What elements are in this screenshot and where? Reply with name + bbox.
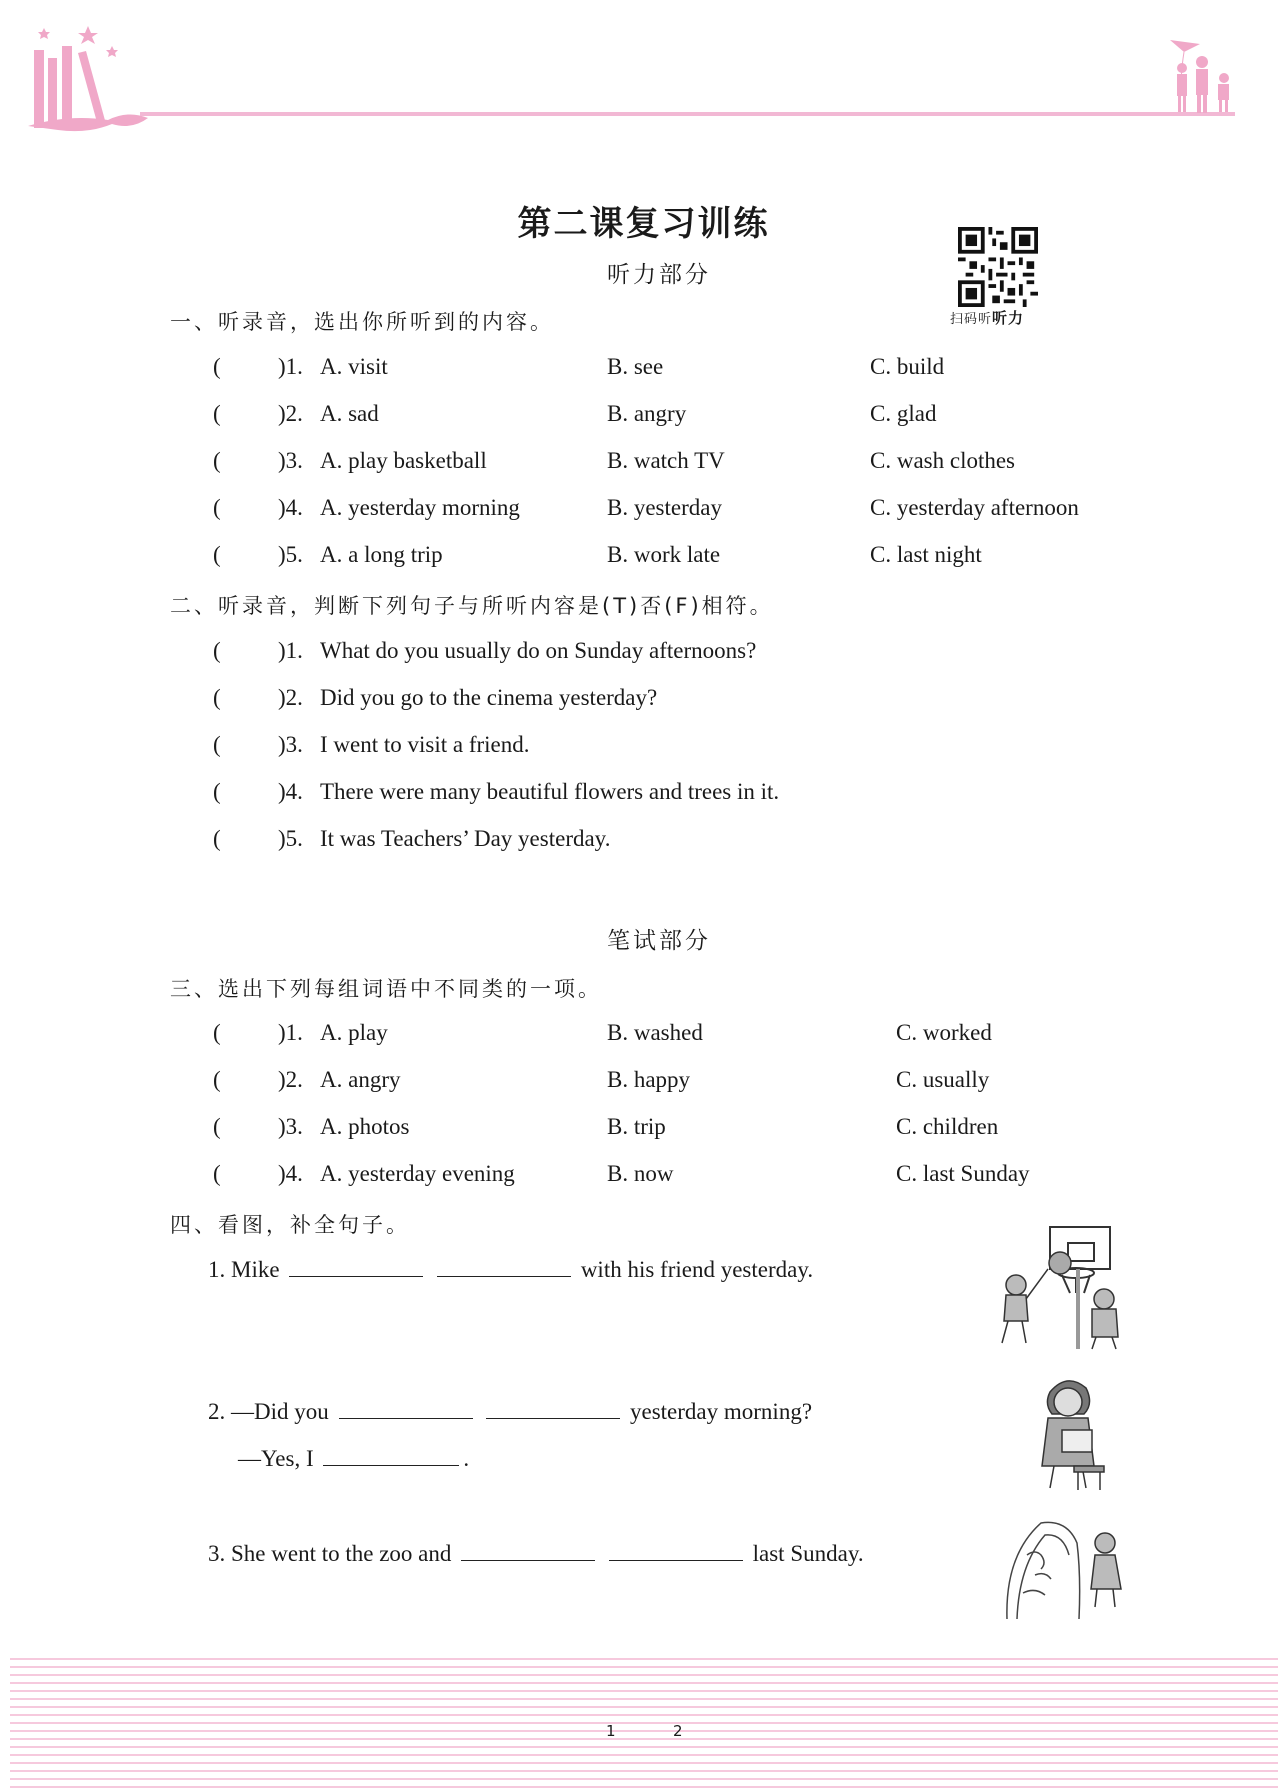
- sentence-text: —Yes, I: [238, 1446, 314, 1471]
- option-c: C. last Sunday: [896, 1161, 1030, 1186]
- section1-title: 一、听录音，选出你所听到的内容。: [170, 310, 554, 334]
- section4-title: 四、看图，补全句子。: [170, 1213, 410, 1237]
- sentence-text: 2. —Did you: [208, 1399, 329, 1424]
- sentence-text: .: [463, 1446, 470, 1471]
- statement-text: I went to visit a friend.: [320, 732, 530, 757]
- statement-text: What do you usually do on Sunday afternoons?: [320, 638, 757, 663]
- header-ornament-right: [1160, 38, 1240, 118]
- list-item-num: )3.: [278, 1114, 303, 1139]
- option-b: B. washed: [607, 1020, 703, 1045]
- list-item-num: )1.: [278, 638, 303, 663]
- sentence-text: 1. Mike: [208, 1257, 280, 1282]
- option-c: C. last night: [870, 542, 982, 567]
- girl-cooking-illustration: [1022, 1370, 1117, 1492]
- page-number-right: 2: [673, 1722, 683, 1740]
- list-item-num: )1.: [278, 354, 303, 379]
- basketball-illustration: [992, 1225, 1132, 1350]
- option-b: B. happy: [607, 1067, 691, 1092]
- answer-paren[interactable]: (: [213, 685, 221, 710]
- answer-paren[interactable]: (: [213, 542, 221, 567]
- zoo-illustration: [1005, 1515, 1130, 1620]
- answer-blank[interactable]: [461, 1540, 595, 1561]
- option-c: C. build: [870, 354, 945, 379]
- fill-sentence-1: [208, 1256, 813, 1283]
- option-a: A. angry: [320, 1067, 401, 1092]
- sentence-text: with his friend yesterday.: [580, 1257, 814, 1282]
- answer-paren[interactable]: (: [213, 401, 221, 426]
- answer-blank[interactable]: [289, 1256, 423, 1277]
- list-item-num: )2.: [278, 685, 303, 710]
- option-b: B. see: [607, 354, 664, 379]
- page-number-left: 1: [606, 1722, 616, 1740]
- section3-title: 三、选出下列每组词语中不同类的一项。: [170, 977, 602, 1001]
- answer-paren[interactable]: (: [213, 448, 221, 473]
- option-b: B. work late: [607, 542, 721, 567]
- fill-sentence-2-answer: [238, 1445, 469, 1472]
- section2-title: 二、听录音，判断下列句子与所听内容是(T)否(F)相符。: [170, 594, 774, 618]
- statement-text: It was Teachers’ Day yesterday.: [320, 826, 611, 851]
- page-title: 第二课复习训练: [517, 204, 770, 244]
- answer-blank[interactable]: [486, 1398, 620, 1419]
- list-item-num: )1.: [278, 1020, 303, 1045]
- writing-part-heading: 笔试部分: [607, 928, 711, 954]
- option-a: A. play basketball: [320, 448, 487, 473]
- answer-blank[interactable]: [323, 1445, 459, 1466]
- answer-paren[interactable]: (: [213, 1067, 221, 1092]
- list-item: (: [213, 354, 221, 379]
- option-c: C. glad: [870, 401, 937, 426]
- sentence-text: yesterday morning?: [630, 1399, 813, 1424]
- option-b: B. now: [607, 1161, 674, 1186]
- option-c: C. worked: [896, 1020, 992, 1045]
- answer-blank[interactable]: [339, 1398, 473, 1419]
- list-item-num: )5.: [278, 826, 303, 851]
- answer-paren[interactable]: (: [213, 495, 221, 520]
- option-b: B. angry: [607, 401, 687, 426]
- option-c: C. yesterday afternoon: [870, 495, 1079, 520]
- list-item-num: )4.: [278, 779, 303, 804]
- qr-code-icon[interactable]: [958, 227, 1038, 307]
- qr-caption-small: 扫码听: [950, 312, 993, 327]
- qr-caption-big: 听力: [992, 309, 1025, 327]
- sentence-text: last Sunday.: [752, 1541, 864, 1566]
- header-rule: [140, 112, 1235, 116]
- answer-blank[interactable]: [609, 1540, 743, 1561]
- list-item-num: )2.: [278, 401, 303, 426]
- option-a: A. sad: [320, 401, 379, 426]
- qr-caption: [950, 307, 1024, 328]
- answer-paren[interactable]: (: [213, 1020, 221, 1045]
- option-b: B. watch TV: [607, 448, 725, 473]
- list-item-num: )3.: [278, 448, 303, 473]
- list-item-num: )5.: [278, 542, 303, 567]
- answer-paren[interactable]: (: [213, 638, 221, 663]
- option-a: A. yesterday evening: [320, 1161, 515, 1186]
- answer-paren[interactable]: (: [213, 826, 221, 851]
- option-b: B. yesterday: [607, 495, 722, 520]
- statement-text: There were many beautiful flowers and trees in it.: [320, 779, 780, 804]
- option-a: A. play: [320, 1020, 388, 1045]
- listening-part-heading: 听力部分: [607, 262, 711, 288]
- option-c: C. usually: [896, 1067, 990, 1092]
- footer-band: [10, 1652, 1278, 1789]
- option-a: A. photos: [320, 1114, 410, 1139]
- option-c: C. wash clothes: [870, 448, 1016, 473]
- fill-sentence-3: [208, 1540, 864, 1567]
- option-a: A. a long trip: [320, 542, 443, 567]
- list-item-num: )4.: [278, 1161, 303, 1186]
- option-a: A. yesterday morning: [320, 495, 520, 520]
- fill-sentence-2: [208, 1398, 812, 1425]
- option-a: A. visit: [320, 354, 388, 379]
- sentence-text: 3. She went to the zoo and: [208, 1541, 452, 1566]
- list-item-num: )2.: [278, 1067, 303, 1092]
- answer-paren[interactable]: (: [213, 732, 221, 757]
- list-item-num: )4.: [278, 495, 303, 520]
- answer-paren[interactable]: (: [213, 779, 221, 804]
- list-item-num: )3.: [278, 732, 303, 757]
- answer-paren[interactable]: (: [213, 1161, 221, 1186]
- statement-text: Did you go to the cinema yesterday?: [320, 685, 658, 710]
- answer-blank[interactable]: [437, 1256, 571, 1277]
- option-c: C. children: [896, 1114, 999, 1139]
- answer-paren[interactable]: (: [213, 1114, 221, 1139]
- option-b: B. trip: [607, 1114, 666, 1139]
